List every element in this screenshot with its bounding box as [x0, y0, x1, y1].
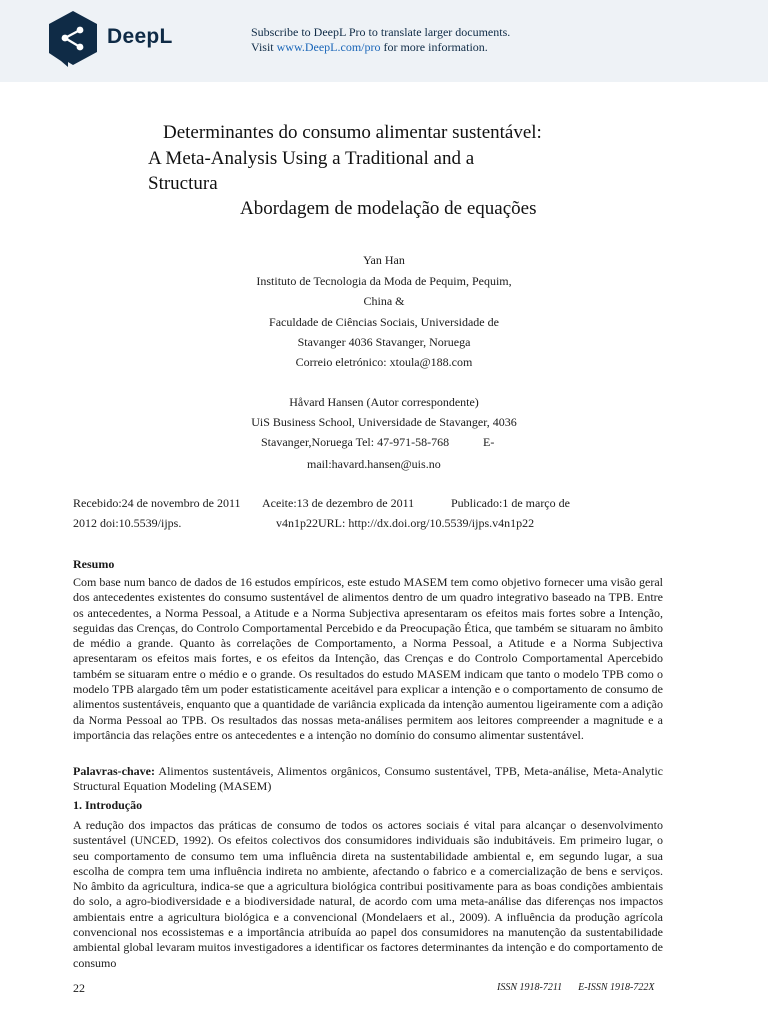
doi-url: v4n1p22URL: http://dx.doi.org/10.5539/ijps.v4n1p22 — [276, 516, 535, 530]
deepl-banner — [0, 0, 768, 82]
deepl-logo-text: DeepL — [107, 25, 173, 48]
keywords-text: Alimentos sustentáveis, Alimentos orgânicos, Consumo sustentável, TPB, Meta-análise, Meta-Analytic Structural Equation Modeling (MASEM) — [73, 764, 663, 794]
deepl-logo-icon — [47, 10, 99, 68]
published-date: Publicado:1 de março de — [451, 496, 570, 510]
keywords — [73, 764, 663, 795]
paper-title-line-2: A Meta-Analysis Using a Traditional and a — [148, 148, 475, 169]
received-date: Recebido:24 de novembro de 2011 — [73, 496, 241, 510]
author-1-affiliation: Faculdade de Ciências Sociais, Universidade de — [269, 315, 499, 329]
page-number: 22 — [73, 981, 85, 995]
eissn: E-ISSN 1918-722X — [578, 982, 655, 993]
author-2-name: Håvard Hansen (Autor correspondente) — [289, 395, 479, 409]
author-2-affiliation: Stavanger,Noruega Tel: 47-971-58-768 — [261, 435, 450, 449]
issn-footer — [497, 982, 670, 993]
author-1-name: Yan Han — [363, 253, 405, 267]
issn: ISSN 1918-7211 — [497, 982, 563, 993]
abstract-text: Com base num banco de dados de 16 estudos empíricos, este estudo MASEM tem como objetivo fornecer uma visão geral dos antecedentes existentes do consumo sustentável de alimentos dentro de um quadro integrativo baseado na TPB. Entre os antecedentes, a Norma Pessoal, a Atitude e a Norma Subjectiva apresentaram os efeitos mais fortes sobre a Intenção, seguidas das Crenças, do Controlo Comportamental Percebido e da Preocupação Ética, que também se situaram no âmbito de médio a grande. Quanto às correlações de Comportamento, a Norma Pessoal, a Atitude e a Norma Subjectiva apresentaram os efeitos mais fortes, e os efeitos da Intenção, das Crenças e do Controlo Comportamental Apercebido também se situaram entre o médio e o grande. Os resultados do estudo MASEM indicam que tanto o modelo TPB como o modelo TPB alargado têm um poder estatisticamente aceitável para explicar a intenção e o comportamento de consumo de alimentos sustentáveis, enquanto que a quantidade de variância explicada da intenção aumentou ligeiramente com a adição da Norma Pessoal ao TPB. Os resultados das nossas meta-análises permitem aos leitores compreender a magnitude e a importância das relações entre os antecedentes e a intenção no domínio do consumo alimentar sustentável. — [73, 575, 663, 742]
paper-title-line-3: Structura — [148, 173, 218, 194]
author-2-affiliation: E- — [483, 435, 495, 449]
author-1-affiliation: Instituto de Tecnologia da Moda de Pequim, Pequim, — [256, 274, 512, 288]
intro-heading: 1. Introdução — [73, 798, 143, 812]
paper-title-line-1: Determinantes do consumo alimentar sustentável: — [163, 122, 542, 143]
author-2-affiliation: UiS Business School, Universidade de Stavanger, 4036 — [251, 415, 517, 429]
author-2-email: mail:havard.hansen@uis.no — [307, 457, 441, 471]
doi-text: 2012 doi:10.5539/ijps. — [73, 516, 182, 530]
paper-title-line-4: Abordagem de modelação de equações — [240, 198, 537, 219]
banner-line-1: Subscribe to DeepL Pro to translate larger documents. — [251, 25, 511, 39]
author-1-email: Correio eletrónico: xtoula@188.com — [295, 355, 473, 369]
banner-message — [251, 25, 510, 55]
accepted-date: Aceite:13 de dezembro de 2011 — [262, 496, 415, 510]
abstract-heading: Resumo — [73, 557, 115, 571]
banner-line-2: Visit www.DeepL.com/pro for more information. — [251, 40, 488, 54]
author-1-affiliation: Stavanger 4036 Stavanger, Noruega — [297, 335, 471, 349]
author-1-affiliation: China & — [363, 294, 405, 308]
deepl-pro-link[interactable]: www.DeepL.com/pro — [276, 40, 381, 54]
keywords-label: Palavras-chave: — [73, 764, 155, 778]
intro-text: A redução dos impactos das práticas de consumo de todos os actores sociais é vital para alcançar o desenvolvimento sustentável (UNCED, 1992). Os efeitos colectivos dos consumidores individuais são indubitáveis. Em primeiro lugar, o seu comportamento de consumo tem uma influência direta na sustentabilidade ambiental e, em segundo lugar, a sua escolha de compra tem uma influência indireta no ambiente, afectando o fabrico e a comercialização de bens e serviços. No âmbito da agricultura, indica-se que a agricultura biológica contribui positivamente para as boas condições ambientais do solo, a agro-biodiversidade e a biodiversidade natural, de acordo com uma meta-análise das diferenças nos impactos ambientais entre a agricultura biológica e a convencional (Mondelaers et al., 2009). A influência da produção agrícola convencional nos ecossistemas e a importância atribuída ao papel dos consumidores na manutenção da sustentabilidade ambiental global levaram muitos investigadores a identificar os factores determinantes da intenção e do comportamento de consumo — [73, 818, 663, 970]
